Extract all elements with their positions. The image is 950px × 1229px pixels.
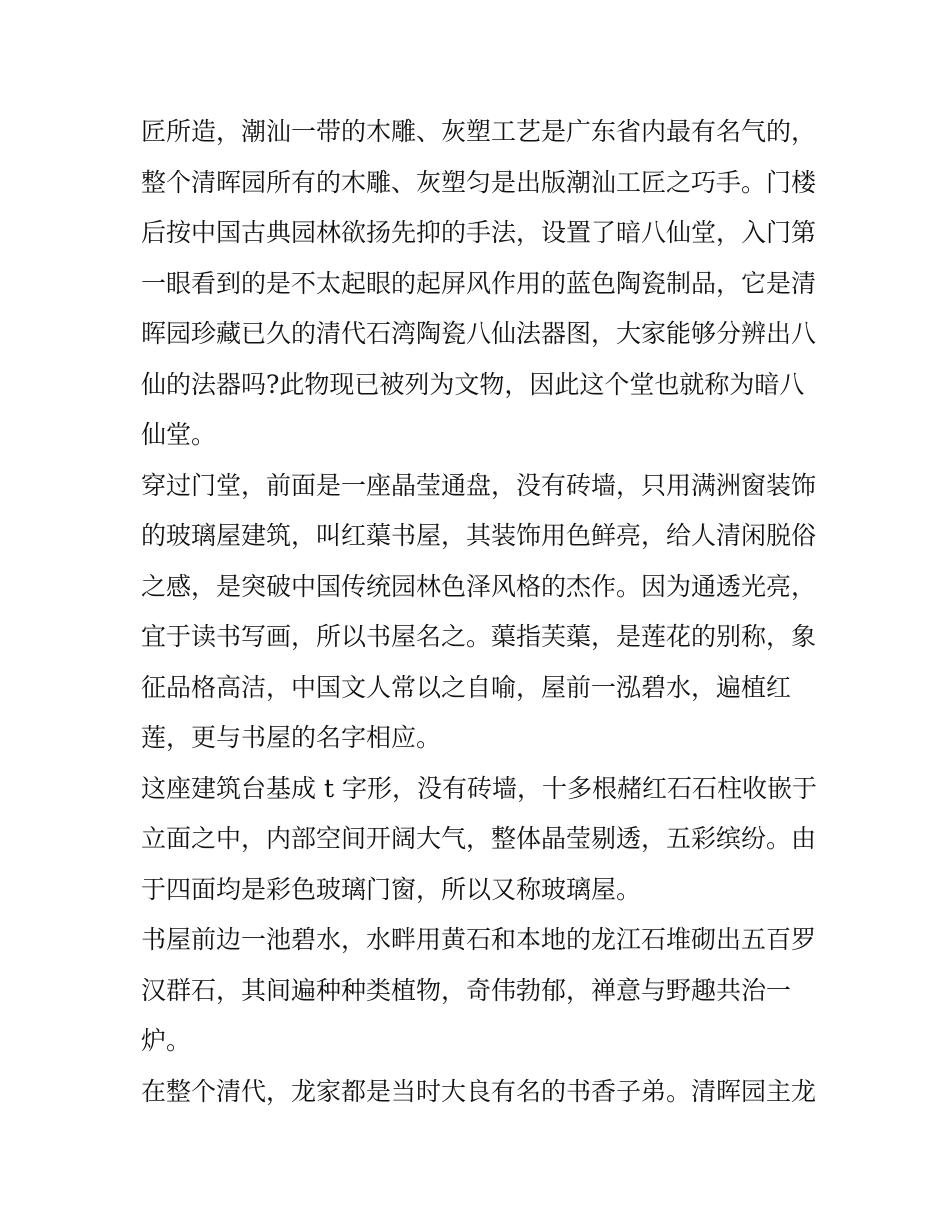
text-line: 炉。 [141,1026,192,1055]
text-line: 立面之中，内部空间开阔大气，整体晶莹剔透，五彩缤纷。由 [141,824,817,853]
text-line: 一眼看到的是不太起眼的起屏风作用的蓝色陶瓷制品，它是清 [141,268,817,298]
text-line: 仙堂。 [141,420,217,449]
text-line: 之感，是突破中国传统园林色泽风格的杰作。因为通透光亮， [141,571,817,601]
text-line: 于四面均是彩色玻璃门窗，所以又称玻璃屋。 [141,874,642,904]
body-text [141,107,821,1117]
text-line: 书屋前边一池碧水，水畔用黄石和本地的龙江石堆砌出五百罗 [141,925,817,954]
text-line: 匠所造，潮汕一带的木雕、灰塑工艺是广东省内最有名气的， [141,117,817,146]
text-line: 在整个清代，龙家都是当时大良有名的书香子弟。清晖园主龙 [141,1076,817,1106]
text-line: 仙的法器吗?此物现已被列为文物，因此这个堂也就称为暗八 [141,369,805,399]
text-line: 宜于读书写画，所以书屋名之。蕖指芙蕖，是莲花的别称，象 [141,622,817,651]
text-line: 晖园珍藏已久的清代石湾陶瓷八仙法器图，大家能够分辨出八 [141,319,817,348]
text-line: 的玻璃屋建筑，叫红蕖书屋，其装饰用色鲜亮，给人清闲脱俗 [141,521,817,550]
text-line: 征品格高洁，中国文人常以之自喻，屋前一泓碧水，遍植红 [141,672,792,702]
text-line: 这座建筑台基成 t 字形，没有砖墙，十多根赭红石石柱收嵌于 [141,773,817,803]
text-line: 整个清晖园所有的木雕、灰塑匀是出版潮汕工匠之巧手。门楼 [141,167,817,197]
text-line: 穿过门堂，前面是一座晶莹通盘，没有砖墙，只用满洲窗装饰 [141,470,817,500]
text-line: 汉群石，其间遍种种类植物，奇伟勃郁，禅意与野趣共治一 [141,975,792,1005]
text-line: 莲，更与书屋的名字相应。 [141,723,442,752]
text-line: 后按中国古典园林欲扬先抑的手法，设置了暗八仙堂，入门第 [141,218,817,247]
